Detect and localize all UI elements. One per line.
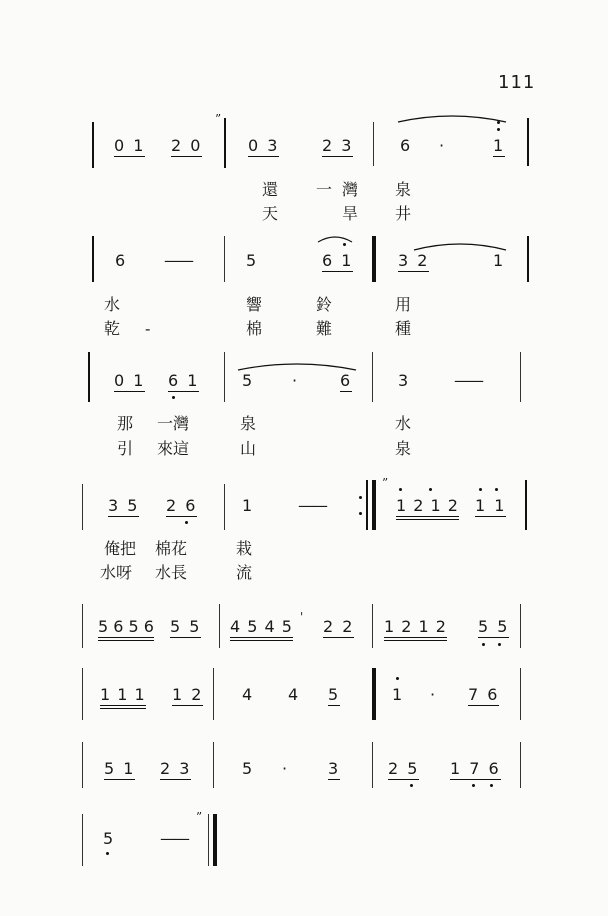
barline (520, 742, 521, 788)
barline (82, 668, 83, 720)
low-octave-dot (490, 784, 493, 787)
lyric: 一灣 (316, 180, 369, 199)
note-group: 2 3 (322, 136, 354, 155)
note: 6 (340, 371, 353, 390)
slur (316, 232, 354, 244)
note-group: 5 6 5 6 (98, 618, 154, 641)
breath-mark: ” (196, 810, 203, 824)
breath-mark: ” (382, 476, 389, 490)
lyric: 水 (395, 414, 412, 433)
note-group: 1 7 6 (450, 759, 501, 778)
barline (527, 236, 529, 282)
note: 6 (115, 251, 128, 270)
high-octave-dot (399, 488, 402, 491)
slur (396, 110, 508, 124)
final-barline (208, 814, 209, 866)
lyric: 井 (395, 204, 412, 223)
slur (236, 358, 358, 372)
high-octave-dot (495, 488, 498, 491)
note: 4 (288, 685, 301, 704)
note-group: 2 6 (166, 496, 198, 515)
dash: —— (164, 251, 192, 270)
note-group: 0 1 (114, 371, 146, 390)
note-group: 6 1 (168, 371, 200, 390)
barline (373, 122, 374, 166)
barline (82, 604, 83, 648)
note-group: 2 2 (323, 617, 355, 636)
note-group: 2 5 (388, 759, 420, 778)
dash: —— (454, 371, 482, 390)
note-group: 3 2 (398, 251, 430, 270)
note-group: 7 6 (468, 685, 500, 704)
note: 5 (242, 371, 255, 390)
lyric: 乾 (104, 319, 121, 338)
barline (82, 484, 83, 530)
low-octave-dot (472, 784, 475, 787)
repeat-barline (366, 480, 368, 530)
lyric: - (145, 319, 151, 338)
barline (520, 668, 521, 720)
note-group: 1 1 (475, 496, 507, 515)
repeat-dot (359, 512, 362, 515)
note-group: 5 1 (104, 759, 136, 778)
note-group: 3 5 (108, 496, 140, 515)
note: 6 (400, 136, 413, 155)
lyric: 種 (395, 319, 412, 338)
barline (372, 352, 373, 402)
barline (520, 352, 521, 402)
note-group: 1 1 1 (100, 686, 146, 709)
note: 1 (392, 685, 405, 704)
lyric: 還 (262, 180, 279, 199)
note: 5 (103, 829, 116, 848)
dot-extension: · (430, 685, 438, 704)
note-group: 4 5 4 5 (230, 618, 293, 641)
barline (82, 742, 83, 788)
lyric: 泉 (395, 180, 412, 199)
low-octave-dot (185, 521, 188, 524)
lyric: 流 (236, 563, 253, 582)
lyric: 引 (117, 439, 134, 458)
note: 1 (493, 136, 506, 155)
lyric: 山 (240, 439, 257, 458)
lyric: 鈴 (316, 295, 333, 314)
high-octave-dot (479, 488, 482, 491)
note: 5 (242, 759, 255, 778)
repeat-dot (359, 496, 362, 499)
note-group: 0 3 (248, 136, 280, 155)
lyric: 用 (395, 295, 412, 314)
note-group: 1 2 1 2 (396, 497, 459, 520)
note: 5 (328, 685, 341, 704)
lyric: 泉 (395, 439, 412, 458)
lyric: 水 (104, 295, 121, 314)
barline (520, 604, 521, 648)
dash: —— (298, 496, 326, 515)
low-octave-dot (498, 643, 501, 646)
lyric: 難 (316, 319, 333, 338)
lyric: 天 (262, 204, 279, 223)
barline (213, 668, 214, 720)
note-group: 6 1 (322, 251, 354, 270)
note: 5 (246, 251, 259, 270)
lyric: 來這 (157, 439, 190, 458)
lyric: 一灣 (157, 414, 190, 433)
barline (372, 668, 376, 720)
barline (372, 742, 373, 788)
note-group: 0 1 (114, 136, 146, 155)
note-group: 1 2 1 2 (384, 618, 447, 641)
dash: —— (160, 829, 188, 848)
high-octave-dot (429, 488, 432, 491)
note: 1 (493, 251, 506, 270)
page-number: 111 (498, 72, 536, 93)
high-octave-dot (497, 128, 500, 131)
breath-mark: ' (300, 610, 304, 624)
barline (88, 352, 90, 402)
barline (224, 118, 226, 168)
low-octave-dot (482, 643, 485, 646)
repeat-barline (372, 480, 376, 530)
lyric: 泉 (240, 414, 257, 433)
note: 4 (242, 685, 255, 704)
barline (219, 604, 220, 648)
dot-extension: · (282, 759, 290, 778)
lyric: 棉花 (155, 539, 188, 558)
slur (412, 238, 508, 252)
note-group: 1 2 (172, 685, 204, 704)
barline (527, 118, 529, 166)
lyric: 水長 (155, 563, 188, 582)
low-octave-dot (410, 784, 413, 787)
high-octave-dot (396, 677, 399, 680)
barline (372, 236, 376, 282)
lyric: 水呀 (100, 563, 133, 582)
barline (82, 814, 83, 866)
note-group: 5 5 (478, 617, 510, 636)
note: 3 (328, 759, 341, 778)
note: 3 (398, 371, 411, 390)
final-barline (213, 814, 217, 866)
breath-mark: ” (215, 112, 222, 126)
barline (224, 484, 225, 530)
barline (92, 122, 94, 168)
barline (525, 480, 527, 530)
low-octave-dot (172, 396, 175, 399)
lyric: 旱 (342, 204, 359, 223)
barline (92, 236, 94, 282)
dot-extension: · (439, 136, 447, 155)
barline (372, 604, 373, 648)
barline (224, 236, 225, 282)
lyric: 栽 (236, 539, 253, 558)
barline (213, 742, 214, 788)
barline (224, 352, 225, 402)
note-group: 2 3 (160, 759, 192, 778)
note: 1 (242, 496, 255, 515)
lyric: 響 (246, 295, 263, 314)
lyric: 俺把 (104, 539, 137, 558)
lyric: 棉 (246, 319, 263, 338)
lyric: 那 (117, 414, 134, 433)
note-group: 2 0 (171, 136, 203, 155)
note-group: 5 5 (170, 617, 202, 636)
low-octave-dot (106, 852, 109, 855)
dot-extension: · (292, 371, 300, 390)
